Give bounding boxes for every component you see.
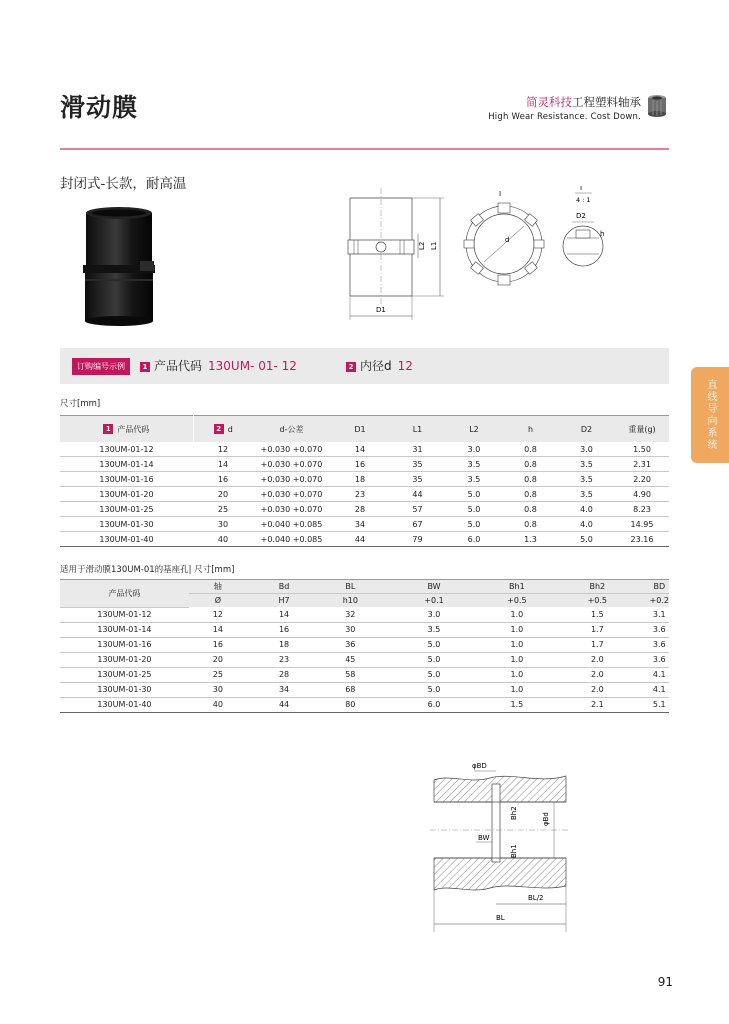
header-D1: D1 [330, 416, 390, 443]
housing-drawing [430, 758, 570, 938]
section-side-tab[interactable]: 直线导向系统 [691, 367, 729, 463]
dimensions-row-cell-code: 130UM-01-14 [60, 457, 193, 472]
dimensions-row-cell-D1: 34 [330, 517, 390, 532]
d1-label: D1 [376, 306, 386, 314]
dimensions-row-cell-tolerance: +0.030 +0.070 [253, 487, 330, 502]
order-inner-diameter [346, 357, 413, 374]
dimensions-row-cell-D1: 16 [330, 457, 390, 472]
dimensions-row-cell-D1: 23 [330, 487, 390, 502]
dimensions-row-cell-L2: 3.5 [445, 472, 503, 487]
housing-row-cell-Bd: 23 [247, 652, 321, 667]
brand-name: 简灵科技 [526, 95, 572, 109]
housing-row-cell-BW: 6.0 [379, 697, 488, 712]
dimensions-row [60, 442, 669, 457]
header-weight: 重量(g) [615, 416, 669, 443]
detail-view-label: I [580, 186, 583, 192]
dimensions-row-cell-L2: 3.0 [445, 442, 503, 457]
order-badge-1: 1 [140, 362, 150, 372]
housing-row-cell-BD: 3.6 [650, 622, 669, 637]
header-shaft-sub: Ø [189, 594, 247, 608]
dimensions-row-cell-L2: 5.0 [445, 502, 503, 517]
dimensions-row-cell-weight: 2.20 [615, 472, 669, 487]
dimensions-label: 尺寸[mm] [60, 399, 101, 409]
d2-label: D2 [576, 212, 586, 220]
housing-row-cell-code: 130UM-01-12 [60, 607, 189, 622]
dimensions-row-cell-D1: 44 [330, 532, 390, 547]
dimensions-row-cell-weight: 2.31 [615, 457, 669, 472]
housing-row-cell-Bh2: 2.1 [545, 697, 649, 712]
housing-row-cell-BD: 3.6 [650, 637, 669, 652]
housing-row-cell-Bd: 34 [247, 682, 321, 697]
dimensions-row [60, 472, 669, 487]
header-Bd-sub: H7 [247, 594, 321, 608]
order-product-code-value: 130UM- 01- 12 [208, 359, 297, 373]
dimensions-row-cell-h: 0.8 [503, 502, 558, 517]
Bh1-label: Bh1 [510, 844, 518, 858]
scale-label: 4 : 1 [576, 196, 591, 204]
housing-bore-table-body [60, 607, 669, 712]
phi-Bd-label: φBd [542, 812, 550, 826]
header-BD: BD [650, 580, 669, 594]
housing-row-cell-BL: 45 [321, 652, 379, 667]
housing-row-cell-BD: 4.1 [650, 667, 669, 682]
dimensions-row-cell-D2: 4.0 [558, 517, 615, 532]
dimensions-row-cell-D2: 3.0 [558, 442, 615, 457]
housing-row-cell-BD: 5.1 [650, 697, 669, 712]
dimensions-row-cell-weight: 14.95 [615, 517, 669, 532]
header-badge-2: 2 [214, 424, 224, 434]
dimensions-row-cell-h: 0.8 [503, 472, 558, 487]
dimensions-row-cell-L2: 3.5 [445, 457, 503, 472]
h-label: h [600, 230, 605, 238]
housing-row-cell-code: 130UM-01-25 [60, 667, 189, 682]
housing-row-cell-code: 130UM-01-16 [60, 637, 189, 652]
dimensions-row-cell-weight: 8.23 [615, 502, 669, 517]
dimensions-row-cell-D2: 5.0 [558, 532, 615, 547]
housing-row-cell-Bh2: 2.0 [545, 682, 649, 697]
title-divider [60, 148, 669, 150]
dimensions-row-cell-d: 12 [193, 442, 253, 457]
dimensions-row-cell-h: 0.8 [503, 517, 558, 532]
housing-row-cell-Bh1: 1.5 [489, 697, 545, 712]
order-badge-2: 2 [346, 362, 356, 372]
housing-row-cell-Bd: 44 [247, 697, 321, 712]
housing-row-cell-BD: 3.6 [650, 652, 669, 667]
dimensions-row-cell-tolerance: +0.030 +0.070 [253, 442, 330, 457]
housing-row-cell-BW: 5.0 [379, 682, 488, 697]
dimensions-row-cell-D2: 3.5 [558, 487, 615, 502]
housing-row [60, 607, 669, 622]
header-Bh2: Bh2 [545, 580, 649, 594]
housing-row-cell-shaft: 20 [189, 652, 247, 667]
housing-row-cell-shaft: 12 [189, 607, 247, 622]
header-housing-code: 产品代码 [60, 580, 189, 608]
housing-row [60, 682, 669, 697]
dimensions-row-cell-D1: 18 [330, 472, 390, 487]
header-d-tolerance: d-公差 [253, 416, 330, 443]
dimensions-row-cell-L2: 5.0 [445, 517, 503, 532]
housing-row [60, 637, 669, 652]
housing-row [60, 652, 669, 667]
header-shaft: 轴 [189, 580, 247, 594]
housing-row-cell-Bh1: 1.0 [489, 667, 545, 682]
housing-row-cell-BL: 32 [321, 607, 379, 622]
dimensions-row-cell-weight: 1.50 [615, 442, 669, 457]
dimensions-row-cell-L1: 57 [390, 502, 445, 517]
dimensions-row-cell-code: 130UM-01-25 [60, 502, 193, 517]
BL-label: BL [496, 914, 505, 922]
dimensions-row-cell-tolerance: +0.040 +0.085 [253, 532, 330, 547]
housing-row-cell-Bh2: 1.7 [545, 622, 649, 637]
dimensions-row-cell-h: 0.8 [503, 442, 558, 457]
housing-row-cell-Bh2: 1.5 [545, 607, 649, 622]
technical-drawing [342, 186, 632, 322]
housing-bore-label: 适用于滑动膜130UM-01的基座孔| 尺寸[mm] [60, 565, 235, 575]
housing-row-cell-BL: 30 [321, 622, 379, 637]
dimensions-row-cell-L1: 31 [390, 442, 445, 457]
housing-row-cell-BL: 36 [321, 637, 379, 652]
dimensions-row-cell-L2: 6.0 [445, 532, 503, 547]
dimensions-row-cell-L1: 35 [390, 457, 445, 472]
header-BL: BL [321, 580, 379, 594]
order-inner-diameter-value: 12 [397, 359, 413, 373]
phi-BD-label: φBD [472, 762, 487, 770]
housing-row-cell-BD: 4.1 [650, 682, 669, 697]
dimensions-row-cell-d: 16 [193, 472, 253, 487]
housing-row-cell-Bh2: 2.0 [545, 652, 649, 667]
dimensions-row-cell-h: 0.8 [503, 487, 558, 502]
header-h: h [503, 416, 558, 443]
dimensions-row-cell-d: 14 [193, 457, 253, 472]
dimensions-row-cell-h: 1.3 [503, 532, 558, 547]
header-BW: BW [379, 580, 488, 594]
dimensions-table-body [60, 442, 669, 547]
dimensions-row-cell-D1: 14 [330, 442, 390, 457]
l2-label: L2 [418, 241, 426, 250]
housing-row-cell-BW: 3.5 [379, 622, 488, 637]
housing-row-cell-code: 130UM-01-14 [60, 622, 189, 637]
housing-row [60, 622, 669, 637]
header-BD-sub: +0.2 [650, 594, 669, 608]
housing-row-cell-shaft: 30 [189, 682, 247, 697]
order-example-bar [60, 348, 669, 384]
dimensions-table [60, 415, 669, 547]
dimensions-row-cell-D2: 4.0 [558, 502, 615, 517]
dimensions-row-cell-L1: 67 [390, 517, 445, 532]
dimensions-row-cell-weight: 23.16 [615, 532, 669, 547]
housing-row-cell-Bh2: 1.7 [545, 637, 649, 652]
brand-tagline: High Wear Resistance. Cost Down. [488, 112, 641, 122]
brand-block [488, 94, 641, 122]
housing-row-cell-Bh2: 2.0 [545, 667, 649, 682]
dimensions-row [60, 517, 669, 532]
housing-row-cell-shaft: 14 [189, 622, 247, 637]
header-d: 2 d [193, 416, 253, 443]
housing-row-cell-shaft: 40 [189, 697, 247, 712]
housing-row-cell-Bh1: 1.0 [489, 637, 545, 652]
dimensions-row [60, 487, 669, 502]
dimensions-row-cell-d: 30 [193, 517, 253, 532]
housing-row [60, 697, 669, 712]
housing-bore-table [60, 579, 669, 713]
dimensions-row-cell-D2: 3.5 [558, 457, 615, 472]
dimensions-row-cell-L1: 79 [390, 532, 445, 547]
header-BL-sub: h10 [321, 594, 379, 608]
housing-row-cell-BW: 3.0 [379, 607, 488, 622]
dimensions-row [60, 532, 669, 547]
header-Bd: Bd [247, 580, 321, 594]
housing-row-cell-Bh1: 1.0 [489, 652, 545, 667]
housing-row-cell-Bd: 14 [247, 607, 321, 622]
header-Bh1: Bh1 [489, 580, 545, 594]
dimensions-row-cell-d: 20 [193, 487, 253, 502]
dimensions-row-cell-tolerance: +0.030 +0.070 [253, 472, 330, 487]
housing-row-cell-Bd: 28 [247, 667, 321, 682]
header-Bh2-sub: +0.5 [545, 594, 649, 608]
housing-row-cell-Bd: 16 [247, 622, 321, 637]
housing-row-cell-BL: 80 [321, 697, 379, 712]
dimensions-row-cell-h: 0.8 [503, 457, 558, 472]
header-BW-sub: +0.1 [379, 594, 488, 608]
Bh2-label: Bh2 [510, 806, 518, 820]
page-number: 91 [657, 975, 673, 989]
dimensions-row-cell-D2: 3.5 [558, 472, 615, 487]
dimensions-row-cell-tolerance: +0.030 +0.070 [253, 502, 330, 517]
dimensions-row [60, 502, 669, 517]
housing-row-cell-shaft: 25 [189, 667, 247, 682]
dimensions-row-cell-L2: 5.0 [445, 487, 503, 502]
order-inner-diameter-label: 内径d [360, 359, 392, 373]
housing-header-row-top [60, 580, 669, 594]
dimensions-row-cell-code: 130UM-01-20 [60, 487, 193, 502]
l1-label: L1 [430, 241, 438, 250]
dimensions-row [60, 457, 669, 472]
order-product-code-label: 产品代码 [154, 359, 203, 373]
brand-product-line: 工程塑料轴承 [572, 95, 641, 109]
dimensions-row-cell-code: 130UM-01-40 [60, 532, 193, 547]
housing-row-cell-BW: 5.0 [379, 652, 488, 667]
page-title: 滑动膜 [60, 93, 139, 122]
header-L1: L1 [390, 416, 445, 443]
dimensions-row-cell-weight: 4.90 [615, 487, 669, 502]
BL-half-label: BL/2 [528, 894, 544, 902]
order-example-tag: 订购编号示例 [72, 358, 130, 375]
header-product-code: 1 产品代码 [60, 416, 193, 443]
dimensions-row-cell-code: 130UM-01-30 [60, 517, 193, 532]
d-label: d [505, 236, 510, 244]
housing-row-cell-Bh1: 1.0 [489, 682, 545, 697]
dimensions-row-cell-D1: 28 [330, 502, 390, 517]
bearing-icon [647, 94, 667, 118]
housing-row-cell-code: 130UM-01-30 [60, 682, 189, 697]
order-product-code [140, 357, 297, 374]
product-photo [80, 205, 160, 329]
housing-row-cell-BL: 58 [321, 667, 379, 682]
dimensions-row-cell-L1: 44 [390, 487, 445, 502]
header-D2: D2 [558, 416, 615, 443]
housing-row-cell-shaft: 16 [189, 637, 247, 652]
header-badge-1: 1 [103, 424, 113, 434]
housing-row-cell-Bh1: 1.0 [489, 607, 545, 622]
dimensions-row-cell-d: 40 [193, 532, 253, 547]
header-Bh1-sub: +0.5 [489, 594, 545, 608]
housing-row-cell-Bh1: 1.0 [489, 622, 545, 637]
housing-row-cell-BD: 3.1 [650, 607, 669, 622]
BW-label: BW [478, 834, 490, 842]
housing-row [60, 667, 669, 682]
housing-row-cell-code: 130UM-01-40 [60, 697, 189, 712]
housing-row-cell-code: 130UM-01-20 [60, 652, 189, 667]
dimensions-row-cell-tolerance: +0.030 +0.070 [253, 457, 330, 472]
view-label: I [499, 190, 502, 198]
housing-row-cell-Bd: 18 [247, 637, 321, 652]
dimensions-row-cell-code: 130UM-01-12 [60, 442, 193, 457]
housing-row-cell-BL: 68 [321, 682, 379, 697]
header-L2: L2 [445, 416, 503, 443]
dimensions-row-cell-code: 130UM-01-16 [60, 472, 193, 487]
dimensions-row-cell-d: 25 [193, 502, 253, 517]
housing-row-cell-BW: 5.0 [379, 637, 488, 652]
dimensions-row-cell-L1: 35 [390, 472, 445, 487]
product-subtitle: 封闭式-长款，耐高温 [60, 176, 187, 192]
dimensions-row-cell-tolerance: +0.040 +0.085 [253, 517, 330, 532]
housing-row-cell-BW: 5.0 [379, 667, 488, 682]
